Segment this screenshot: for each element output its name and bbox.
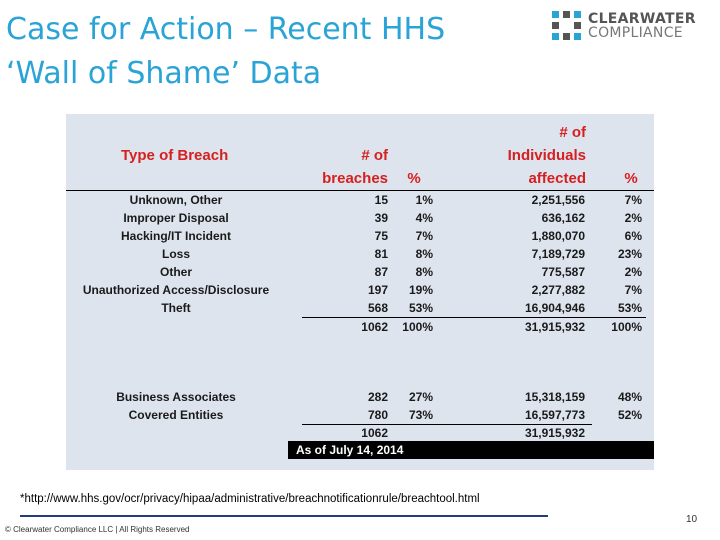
cell-individuals-pct: 6% [624,229,642,243]
cell-individuals: 16,904,946 [524,301,585,315]
cell-breaches: 39 [374,211,388,225]
as-of-bar [288,441,654,459]
cell-individuals: 16,597,773 [524,408,585,422]
logo-line-1: CLEARWATER [588,11,696,27]
header-individuals-pct: % [624,170,638,187]
cell-breaches: 81 [374,247,388,261]
cell-breaches: 197 [367,283,388,297]
header-pct: % [407,170,421,187]
total-pct: 100% [402,320,433,334]
cell-type: Unauthorized Access/Disclosure [82,283,270,297]
cell-pct: 8% [415,265,433,279]
cell-individuals-pct: 2% [624,265,642,279]
cell-type: Unknown, Other [129,193,223,207]
cell-type: Theft [161,301,191,315]
total-individuals-pct: 100% [611,320,642,334]
cell-breaches: 568 [367,301,388,315]
cell-pct: 73% [408,408,433,422]
as-of-date: As of July 14, 2014 [296,443,404,457]
cell-breaches: 282 [367,390,388,404]
group-total-individuals: 31,915,932 [524,426,585,440]
copyright: © Clearwater Compliance LLC | All Rights Reserved [5,525,190,534]
total-individuals: 31,915,932 [524,320,585,334]
footer-rule [20,515,548,517]
cell-individuals-pct: 53% [617,301,642,315]
total-breaches: 1062 [361,320,388,334]
cell-individuals-pct: 23% [617,247,642,261]
cell-individuals-pct: 7% [624,283,642,297]
cell-individuals: 1,880,070 [531,229,585,243]
title-line-2: ‘Wall of Shame’ Data [6,56,322,91]
cell-individuals: 2,251,556 [531,193,585,207]
cell-breaches: 15 [374,193,388,207]
cell-individuals-pct: 48% [617,390,642,404]
cell-individuals-pct: 52% [617,408,642,422]
cell-pct: 27% [408,390,433,404]
cell-individuals: 15,318,159 [524,390,585,404]
page-number: 10 [686,514,698,525]
cell-breaches: 780 [367,408,388,422]
cell-type: Improper Disposal [123,211,229,225]
clearwater-logo [550,8,710,44]
slide-title [6,8,526,96]
cell-pct: 19% [408,283,433,297]
group-total-breaches: 1062 [361,426,388,440]
logo-line-2: COMPLIANCE [588,25,683,41]
header-breaches-2: breaches [322,170,388,187]
cell-individuals: 2,277,882 [531,283,585,297]
cell-pct: 8% [415,247,433,261]
title-line-1: Case for Action – Recent HHS [6,12,446,47]
header-individuals-3: affected [528,170,586,187]
cell-individuals: 7,189,729 [531,247,585,261]
cell-pct: 4% [415,211,433,225]
cell-individuals: 775,587 [541,265,585,279]
cell-type: Business Associates [116,390,236,404]
source-footnote: *http://www.hhs.gov/ocr/privacy/hipaa/administrative/breachnotificationrule/breachtool.html [20,493,480,505]
header-type: Type of Breach [121,147,229,164]
cell-breaches: 75 [374,229,388,243]
cell-type: Other [159,265,192,279]
cell-pct: 1% [415,193,433,207]
cell-type: Hacking/IT Incident [120,229,231,243]
cell-type: Covered Entities [128,408,224,422]
cell-individuals-pct: 7% [624,193,642,207]
header-individuals-2: Individuals [507,147,586,164]
cell-pct: 7% [415,229,433,243]
clearwater-logo-icon [550,9,584,43]
breach-table [66,114,654,470]
cell-individuals-pct: 2% [624,211,642,225]
cell-breaches: 87 [374,265,388,279]
cell-pct: 53% [408,301,433,315]
cell-individuals: 636,162 [541,211,585,225]
header-individuals-1: # of [559,124,586,141]
header-breaches-1: # of [361,147,388,164]
cell-type: Loss [161,247,190,261]
